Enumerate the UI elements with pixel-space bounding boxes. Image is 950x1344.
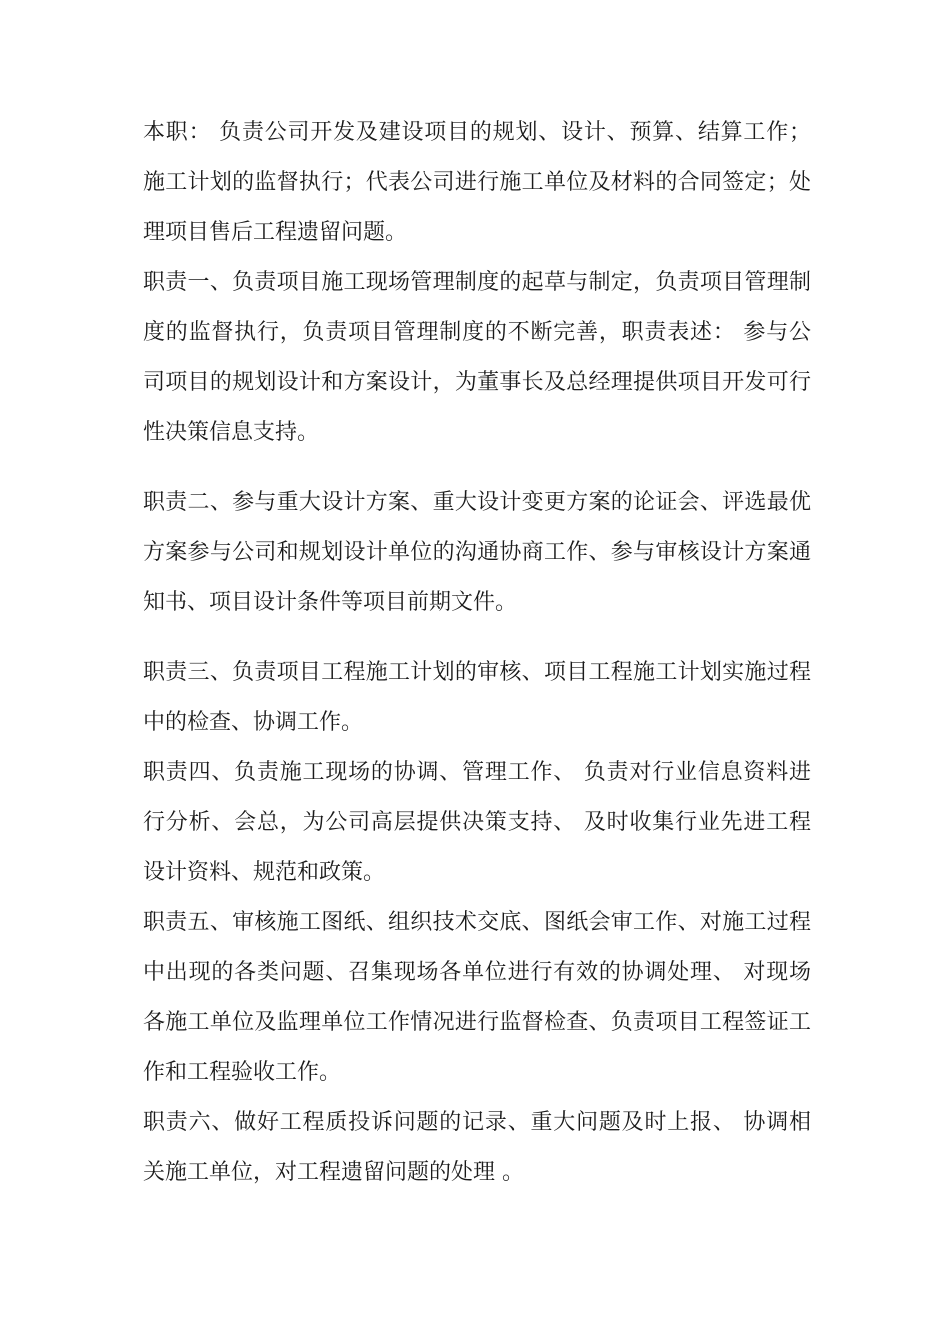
paragraph-duty-4 — [143, 748, 811, 898]
text-line: 本职： 负责公司开发及建设项目的规划、设计、预算、结算工作； — [143, 120, 811, 145]
paragraph-duty-5 — [143, 898, 811, 1098]
text-line: 理项目售后工程遗留问题。 — [143, 220, 408, 245]
text-line: 知书、项目设计条件等项目前期文件。 — [143, 590, 518, 615]
text-line: 职责四、负责施工现场的协调、管理工作、 负责对行业信息资料进 — [143, 760, 811, 785]
paragraph-duty-6 — [143, 1098, 811, 1198]
text-line: 职责六、做好工程质投诉问题的记录、重大问题及时上报、 协调相 — [143, 1110, 811, 1135]
text-line: 职责三、负责项目工程施工计划的审核、项目工程施工计划实施过程 — [143, 660, 811, 685]
paragraph-gap — [143, 458, 811, 478]
text-line: 关施工单位，对工程遗留问题的处理 。 — [143, 1160, 524, 1185]
text-line: 中出现的各类问题、召集现场各单位进行有效的协调处理、 对现场 — [143, 960, 811, 985]
text-line: 各施工单位及监理单位工作情况进行监督检查、负责项目工程签证工 — [143, 1010, 811, 1035]
text-line: 性决策信息支持。 — [143, 420, 320, 445]
text-line: 方案参与公司和规划设计单位的沟通协商工作、参与审核设计方案通 — [143, 540, 811, 565]
paragraph-intro — [143, 108, 811, 258]
paragraph-duty-3 — [143, 648, 811, 748]
text-line: 职责一、负责项目施工现场管理制度的起草与制定，负责项目管理制 — [143, 270, 811, 295]
text-line: 职责五、审核施工图纸、组织技术交底、图纸会审工作、对施工过程 — [143, 910, 811, 935]
text-line: 度的监督执行，负责项目管理制度的不断完善，职责表述： 参与公 — [143, 320, 811, 345]
paragraph-duty-2 — [143, 478, 811, 628]
paragraph-duty-1 — [143, 258, 811, 458]
text-line: 中的检查、协调工作。 — [143, 710, 364, 735]
text-line: 设计资料、规范和政策。 — [143, 860, 386, 885]
text-line: 行分析、会总，为公司高层提供决策支持、 及时收集行业先进工程 — [143, 810, 811, 835]
text-line: 作和工程验收工作。 — [143, 1060, 342, 1085]
text-line: 施工计划的监督执行；代表公司进行施工单位及材料的合同签定；处 — [143, 170, 811, 195]
document-body — [143, 108, 811, 1198]
text-line: 司项目的规划设计和方案设计，为董事长及总经理提供项目开发可行 — [143, 370, 811, 395]
text-line: 职责二、参与重大设计方案、重大设计变更方案的论证会、评选最优 — [143, 490, 811, 515]
paragraph-gap — [143, 628, 811, 648]
